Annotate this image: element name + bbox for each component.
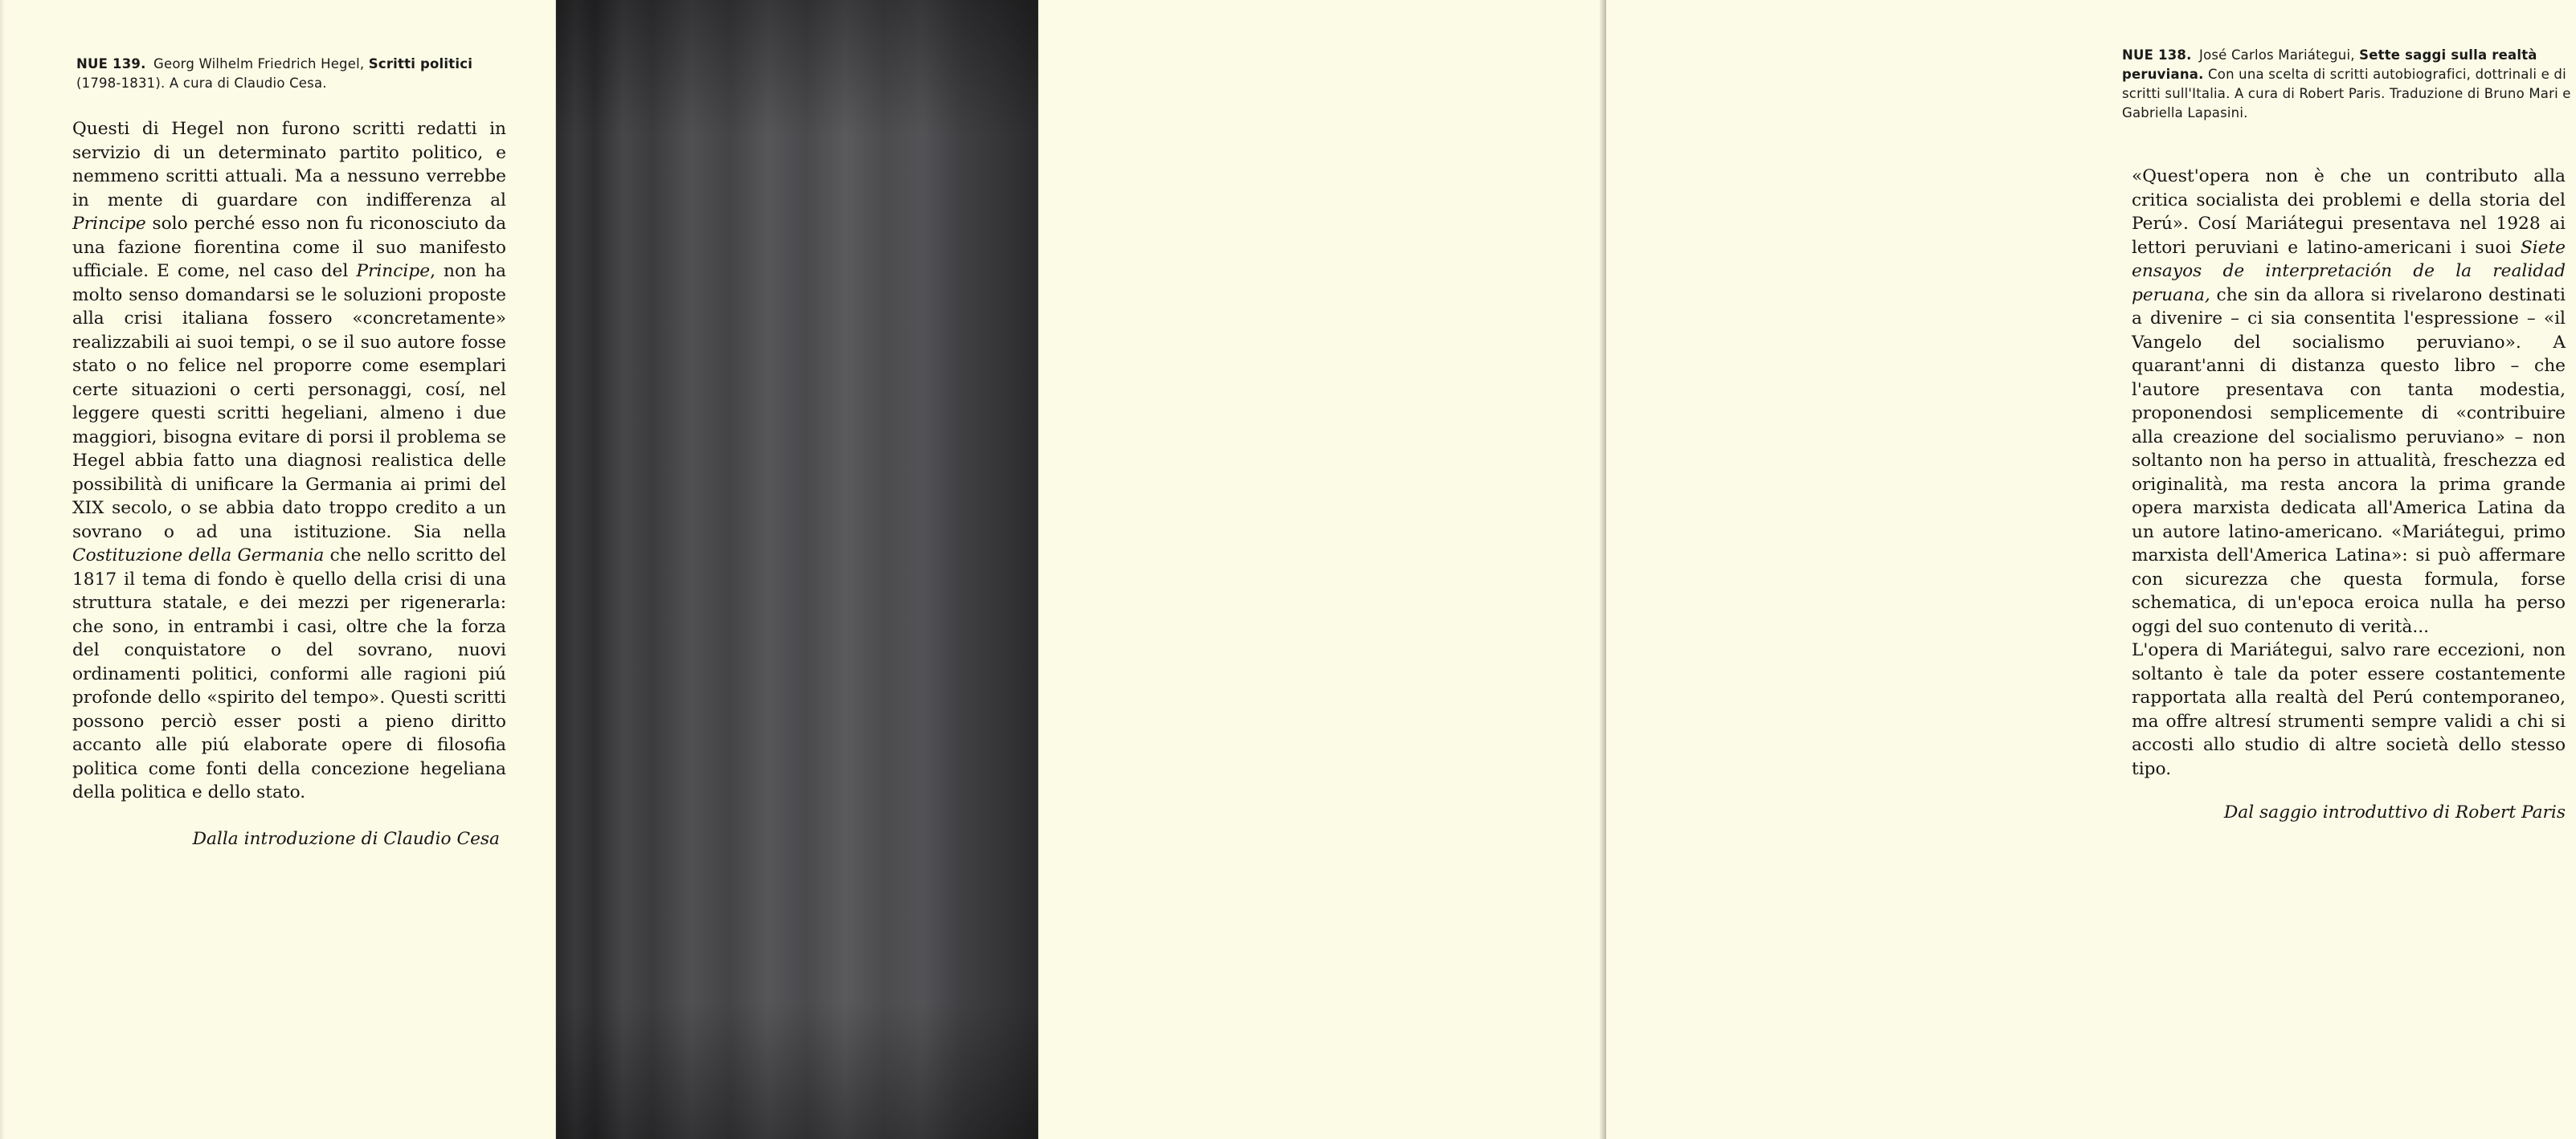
blurb-text-left	[72, 117, 506, 805]
attribution-right: Dal saggio introduttivo di Robert Paris	[2223, 802, 2566, 823]
series-code: NUE 139.	[76, 56, 146, 71]
paragraph: Questi di Hegel non furono scritti redatti in servizio di un determinato partito politico, e nemmeno scritti attuali. Ma a nessuno verrebbe in mente di guardare con indifferenza al Principe solo perché esso non fu riconosciuto da una fazione fiorentina come il suo manifesto ufficiale. E come, nel caso del Principe, non ha molto senso domandarsi se le soluzioni proposte alla crisi italiana fossero «concretamente» realizzabili ai suoi tempi, o se il suo autore fosse stato o no felice nel proporre come esemplari certe situazioni o certi personaggi, cosí, nel leggere questi scritti hegeliani, almeno i due maggiori, bisogna evitare di porsi il problema se Hegel abbia fatto una diagnosi realistica delle possibilità di unificare la Germania ai primi del XIX secolo, o se abbia dato troppo credito a un sovrano o ad una istituzione. Sia nella Costituzione della Germania che nello scritto del 1817 il tema di fondo è quello della crisi di una struttura statale, e dei mezzi per rigenerarla: che sono, in entrambi i casi, oltre che la forza del conquistatore o del sovrano, nuovi ordinamenti politici, conformi alle ragioni piú profonde dello «spirito del tempo». Questi scritti possono perciò esser posti a pieno diritto accanto alle piú elaborate opere di filosofia politica come fonti della concezione hegeliana della politica e dello stato.	[72, 119, 506, 802]
paragraph: L'opera di Mariátegui, salvo rare eccezioni, non soltanto è tale da poter essere costantemente rapportata alla realtà del Perú contemporaneo, ma offre altresí strumenti sempre validi a chi si accosti allo studio di altre società dello stesso tipo.	[2132, 640, 2566, 779]
paragraph: «Quest'opera non è che un contributo alla critica socialista dei problemi e della storia del Perú». Cosí Mariátegui presentava nel 1928 ai lettori peruviani e latino-americani i suoi Siete ensayos de interpretación de la realidad peruana, che sin da allora si rivelarono destinati a divenire – ci sia consentita l'espressione – «il Vangelo del socialismo peruviano». A quarant'anni di distanza questo libro – che l'autore presentava con tanta modestia, proponendosi semplicemente di «contribuire alla creazione del socialismo peruviano» – non soltanto non ha perso in attualità, freschezza ed originalità, ma resta ancora la prima grande opera marxista dedicata all'America Latina da un autore latino-americano. «Mariátegui, primo marxista dell'America Latina»: si può affermare con sicurezza che questa formula, forse schematica, di un'epoca eroica nulla ha perso oggi del suo contenuto di verità...	[2132, 166, 2566, 637]
left-flap	[0, 0, 556, 1139]
book-title: Sette saggi sulla realtà peruviana.	[2122, 47, 2537, 82]
blurb-text-right	[2132, 165, 2566, 781]
author-name: Georg Wilhelm Friedrich Hegel,	[153, 56, 365, 71]
right-flap	[1038, 0, 2571, 1139]
series-code: NUE 138.	[2122, 47, 2192, 63]
book-heading-left	[76, 55, 514, 93]
book-title: Scritti politici	[368, 56, 473, 71]
author-name: José Carlos Mariátegui,	[2199, 47, 2355, 63]
book-heading-right	[2122, 46, 2576, 123]
attribution-left: Dalla introduzione di Claudio Cesa	[192, 829, 500, 849]
book-spine	[556, 0, 1038, 1139]
book-details: (1798-1831). A cura di Claudio Cesa.	[76, 76, 327, 91]
book-details: Con una scelta di scritti autobiografici, dottrinali e di scritti sull'Italia. A cura di Robert Paris. Traduzione di Bruno Mari e Gabriella Lapasini.	[2122, 67, 2571, 120]
